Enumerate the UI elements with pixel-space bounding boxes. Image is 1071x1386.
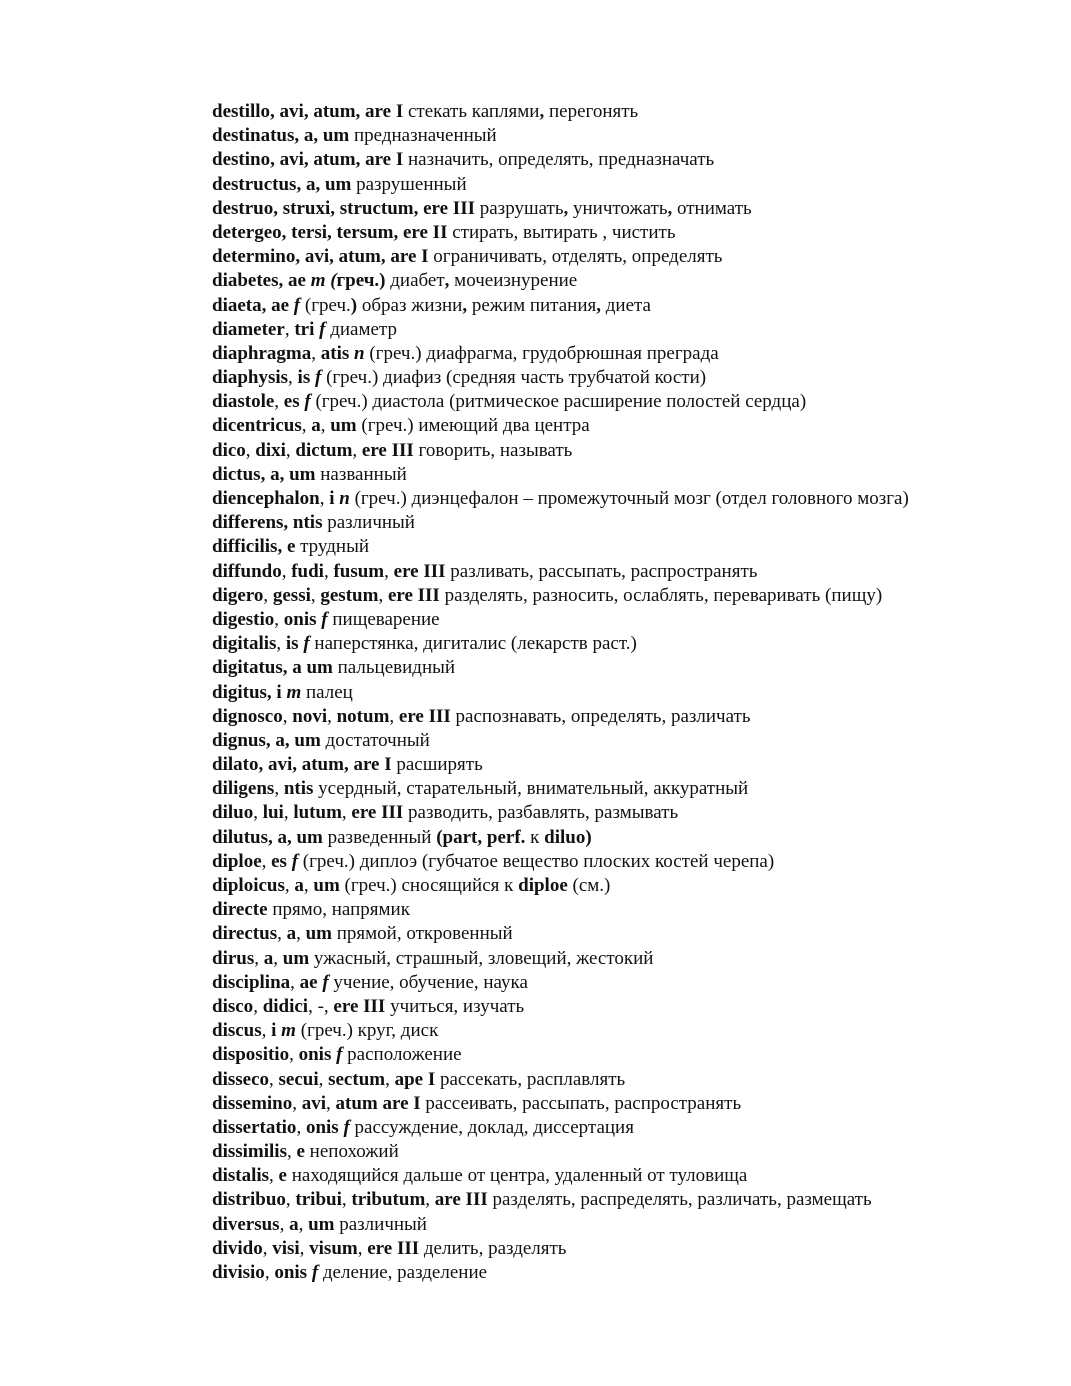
entry-text: к bbox=[525, 826, 545, 848]
dictionary-entry bbox=[212, 922, 1032, 946]
entry-headword: visi bbox=[272, 1237, 300, 1259]
entry-headword: onis bbox=[283, 608, 322, 630]
entry-text: , bbox=[285, 439, 296, 461]
entry-text: пищеварение bbox=[327, 608, 440, 630]
dictionary-entry bbox=[212, 390, 1032, 414]
entry-gender: f bbox=[319, 318, 326, 340]
dictionary-entry bbox=[212, 898, 1032, 922]
entry-headword: digitus, i bbox=[212, 681, 287, 703]
entry-headword: a bbox=[263, 947, 274, 969]
entry-text: , bbox=[261, 850, 272, 872]
entry-text: распознавать, определять, различать bbox=[450, 705, 751, 727]
entry-text: , bbox=[261, 1020, 272, 1042]
entry-headword: (part, perf. bbox=[436, 826, 526, 848]
entry-headword: sectum bbox=[328, 1068, 386, 1090]
entry-text: (греч. bbox=[300, 294, 351, 316]
entry-text: , bbox=[318, 1068, 329, 1090]
entry-text: учение, обучение, наука bbox=[328, 971, 528, 993]
entry-headword: , bbox=[667, 197, 673, 219]
entry-headword: a bbox=[289, 1213, 299, 1235]
entry-headword: ere III bbox=[367, 1237, 420, 1259]
entry-text: ограничивать, отделять, определять bbox=[428, 246, 723, 268]
entry-gender: f bbox=[303, 633, 310, 655]
entry-headword: um bbox=[313, 875, 340, 896]
entry-headword: diluo bbox=[212, 802, 254, 824]
dictionary-entry bbox=[212, 1068, 1032, 1092]
dictionary-entry bbox=[212, 269, 1032, 293]
entry-text: , bbox=[319, 488, 330, 509]
entry-text: , bbox=[284, 318, 295, 340]
entry-headword: dilutus, a, um bbox=[212, 826, 323, 848]
entry-headword: didici bbox=[262, 995, 309, 1017]
entry-text: , bbox=[378, 584, 388, 606]
dictionary-entry bbox=[212, 608, 1032, 632]
entry-text: , bbox=[263, 584, 273, 606]
entry-gender: f bbox=[336, 1044, 343, 1066]
entry-text: , bbox=[281, 560, 292, 582]
dictionary-entry bbox=[212, 729, 1032, 753]
entry-text: рассуждение, доклад, диссертация bbox=[349, 1116, 634, 1138]
entry-text: , bbox=[279, 1213, 290, 1235]
entry-text: (греч.) диастола (ритмическое расширение полостей сердца) bbox=[310, 391, 807, 413]
entry-text: разводить, разбавлять, размывать bbox=[403, 802, 679, 824]
entry-text: , bbox=[254, 947, 264, 969]
entry-headword: directe bbox=[212, 899, 268, 921]
entry-headword: are III bbox=[434, 1189, 488, 1211]
entry-gender: f bbox=[311, 1262, 319, 1283]
entry-text: , bbox=[341, 1189, 352, 1211]
entry-headword: , bbox=[563, 197, 569, 219]
entry-headword: dissemino bbox=[212, 1092, 293, 1114]
dictionary-entry bbox=[212, 1019, 1032, 1043]
entry-headword: destruo, struxi, structum, ere III bbox=[212, 197, 475, 219]
entry-text: разливать, рассыпать, распространять bbox=[445, 560, 758, 582]
dictionary-entry bbox=[212, 1043, 1032, 1067]
entry-headword: fudi bbox=[291, 560, 324, 582]
entry-text: учиться, изучать bbox=[385, 995, 525, 1017]
entry-text: мочеизнурение bbox=[449, 270, 578, 292]
entry-headword: um bbox=[305, 923, 332, 945]
entry-text: (греч.) имеющий два центра bbox=[356, 415, 590, 437]
entry-text: , bbox=[269, 1165, 279, 1187]
entry-text: разделять, разносить, ослаблять, переваривать (пищу) bbox=[439, 584, 883, 606]
entry-text: , bbox=[289, 1044, 299, 1066]
entry-headword: novi bbox=[292, 705, 328, 727]
entry-text: , bbox=[276, 633, 286, 655]
entry-gender: f bbox=[291, 850, 299, 872]
entry-text: режим питания bbox=[467, 294, 597, 316]
entry-headword: fusum bbox=[333, 560, 385, 582]
dictionary-entry bbox=[212, 1116, 1032, 1140]
entry-text: , bbox=[273, 947, 283, 969]
entry-headword: diploicus bbox=[212, 875, 285, 896]
entry-headword: a bbox=[311, 415, 321, 437]
entry-text: разделять, распределять, различать, размещать bbox=[487, 1189, 872, 1211]
entry-text: образ жизни bbox=[357, 294, 463, 316]
entry-text: , bbox=[352, 439, 362, 461]
entry-headword: tribui bbox=[295, 1189, 342, 1211]
entry-text: , bbox=[253, 995, 263, 1017]
entry-headword: gestum bbox=[320, 584, 379, 606]
entry-headword: dictum bbox=[295, 439, 353, 461]
dictionary-entry bbox=[212, 342, 1032, 366]
entry-headword: a bbox=[294, 875, 304, 896]
entry-headword: tri bbox=[294, 318, 320, 340]
entry-headword: ere III bbox=[361, 439, 414, 461]
entry-text: расширять bbox=[391, 754, 483, 776]
entry-headword: dissertatio bbox=[212, 1116, 297, 1138]
entry-text: , bbox=[277, 923, 287, 945]
entry-text: отнимать bbox=[672, 197, 752, 219]
dictionary-entry bbox=[212, 971, 1032, 995]
entry-text: различный bbox=[334, 1213, 427, 1235]
entry-text: перегонять bbox=[544, 101, 639, 122]
entry-headword: is bbox=[285, 633, 304, 655]
entry-headword: distalis bbox=[212, 1165, 270, 1187]
entry-text: рассекать, расплавлять bbox=[435, 1068, 626, 1090]
entry-text: усердный, старательный, внимательный, аккуратный bbox=[313, 778, 749, 800]
entry-headword: diastole bbox=[212, 391, 275, 413]
entry-text: предназначенный bbox=[349, 125, 497, 147]
entry-text: уничтожать bbox=[568, 197, 668, 219]
dictionary-entry bbox=[212, 777, 1032, 801]
entry-gender: f bbox=[304, 391, 311, 413]
entry-text: , bbox=[357, 1237, 368, 1259]
entry-headword: divido bbox=[212, 1237, 263, 1259]
entry-headword: secui bbox=[278, 1068, 319, 1090]
entry-text: назначить, определять, предназначать bbox=[403, 149, 715, 171]
entry-headword: dispositio bbox=[212, 1044, 290, 1066]
entry-text: , bbox=[282, 705, 293, 727]
entry-text: , bbox=[290, 971, 300, 993]
dictionary-entry bbox=[212, 1237, 1032, 1261]
dictionary-entry bbox=[212, 148, 1032, 172]
entry-headword: , bbox=[444, 270, 450, 292]
entry-text: достаточный bbox=[320, 729, 430, 751]
entry-headword: , bbox=[462, 294, 468, 316]
entry-headword: ) bbox=[350, 294, 358, 316]
entry-headword: diaeta, ae bbox=[212, 294, 294, 316]
entry-headword: destino, avi, atum, are I bbox=[212, 149, 404, 171]
dictionary-entry bbox=[212, 100, 1032, 124]
entry-text: говорить, называть bbox=[413, 439, 573, 461]
entry-headword: ere III bbox=[398, 705, 451, 727]
entry-headword: dixi bbox=[255, 439, 286, 461]
entry-gender: f bbox=[322, 971, 329, 993]
dictionary-entry bbox=[212, 705, 1032, 729]
entry-headword: differens, ntis bbox=[212, 512, 323, 534]
entry-text: диета bbox=[600, 294, 651, 316]
entry-headword: is bbox=[297, 367, 315, 389]
dictionary-entry bbox=[212, 850, 1032, 874]
entry-text: расположение bbox=[342, 1044, 462, 1066]
entry-headword: es bbox=[271, 850, 292, 872]
entry-text: , bbox=[253, 802, 263, 824]
entry-text: палец bbox=[301, 681, 353, 703]
entry-text: , -, bbox=[308, 995, 334, 1017]
entry-headword: ape I bbox=[394, 1068, 436, 1090]
entry-headword: ntis bbox=[283, 778, 314, 800]
entry-gender: f bbox=[321, 608, 328, 630]
entry-headword: notum bbox=[336, 705, 390, 727]
dictionary-entry bbox=[212, 632, 1032, 656]
entry-headword: onis bbox=[305, 1116, 344, 1138]
dictionary-entry bbox=[212, 826, 1032, 850]
entry-headword: dictus, a, um bbox=[212, 463, 316, 485]
dictionary-entry bbox=[212, 656, 1032, 680]
entry-headword: atum are I bbox=[335, 1092, 421, 1114]
entry-text: делить, разделять bbox=[419, 1237, 567, 1259]
entry-headword: um bbox=[308, 1213, 335, 1235]
entry-headword: atis bbox=[320, 342, 354, 364]
entry-text: стирать, вытирать , чистить bbox=[447, 221, 676, 243]
entry-text: , bbox=[311, 342, 321, 364]
entry-headword: diligens bbox=[212, 778, 275, 800]
entry-gender: m bbox=[281, 1020, 296, 1042]
dictionary-entry bbox=[212, 874, 1032, 898]
entry-headword: disco bbox=[212, 995, 254, 1017]
entry-text: различный bbox=[322, 512, 415, 534]
entry-headword: digero bbox=[212, 584, 264, 606]
dictionary-entry bbox=[212, 439, 1032, 463]
dictionary-entry bbox=[212, 463, 1032, 487]
entry-text: , bbox=[269, 1068, 279, 1090]
entry-text: , bbox=[285, 1189, 296, 1211]
entry-text: , bbox=[298, 1213, 309, 1235]
entry-text: ужасный, страшный, зловещий, жестокий bbox=[309, 947, 654, 969]
entry-gender: m bbox=[286, 681, 302, 703]
entry-text: , bbox=[320, 415, 331, 437]
entry-text: (греч.) круг, диск bbox=[295, 1020, 439, 1042]
entry-text: трудный bbox=[295, 536, 369, 558]
entry-headword: diluo) bbox=[544, 826, 592, 848]
entry-text: , bbox=[284, 875, 295, 896]
dictionary-entry bbox=[212, 560, 1032, 584]
entry-gender: f bbox=[343, 1116, 350, 1138]
dictionary-entry bbox=[212, 535, 1032, 559]
entry-text: , bbox=[389, 705, 399, 727]
entry-headword: dignus, a, um bbox=[212, 729, 321, 751]
entry-text: наперстянка, дигиталис (лекарств раст.) bbox=[309, 633, 637, 655]
entry-text: разрушенный bbox=[351, 173, 467, 195]
entry-headword: греч. bbox=[336, 270, 380, 292]
entry-headword: ere III bbox=[333, 995, 386, 1017]
entry-headword: digitalis bbox=[212, 633, 277, 655]
entry-headword: e bbox=[296, 1141, 305, 1163]
entry-text: , bbox=[301, 415, 312, 437]
entry-headword: onis bbox=[274, 1262, 312, 1283]
entry-headword: destillo, avi, atum, are I bbox=[212, 101, 404, 122]
entry-text: находящийся дальше от центра, удаленный от туловища bbox=[286, 1165, 748, 1187]
entry-text: прямой, откровенный bbox=[332, 923, 513, 945]
entry-text: (греч.) сносящийся к bbox=[339, 875, 519, 896]
entry-text: , bbox=[264, 1262, 275, 1283]
entry-text: (греч.) диафрагма, грудобрюшная преграда bbox=[364, 342, 719, 364]
entry-headword: dissimilis bbox=[212, 1141, 287, 1163]
dictionary-entry bbox=[212, 1261, 1032, 1285]
dictionary-entry bbox=[212, 1140, 1032, 1164]
entry-headword: onis bbox=[298, 1044, 337, 1066]
entry-text: разрушать bbox=[475, 197, 564, 219]
entry-text: , bbox=[327, 705, 337, 727]
entry-headword: avi bbox=[301, 1092, 327, 1114]
entry-text: , bbox=[299, 1237, 310, 1259]
entry-text: , bbox=[384, 560, 394, 582]
entry-text: (см.) bbox=[567, 875, 611, 896]
entry-headword: es bbox=[283, 391, 305, 413]
entry-text: , bbox=[274, 391, 284, 413]
entry-headword: lui bbox=[262, 802, 284, 824]
entry-text: (греч.) диэнцефалон – промежуточный мозг (отдел головного мозга) bbox=[349, 488, 909, 509]
dictionary-entry bbox=[212, 584, 1032, 608]
dictionary-entry bbox=[212, 1213, 1032, 1237]
entry-text: , bbox=[303, 875, 314, 896]
entry-headword: e bbox=[278, 1165, 287, 1187]
entry-headword: discus bbox=[212, 1020, 262, 1042]
entry-text: , bbox=[292, 1092, 302, 1114]
entry-headword: diffundo bbox=[212, 560, 282, 582]
entry-headword: diversus bbox=[212, 1213, 280, 1235]
dictionary-entry bbox=[212, 366, 1032, 390]
entry-headword: ere III bbox=[351, 802, 404, 824]
entry-headword: diencephalon bbox=[212, 488, 320, 509]
dictionary-entry bbox=[212, 681, 1032, 705]
entry-text: , bbox=[288, 367, 298, 389]
dictionary-entry bbox=[212, 753, 1032, 777]
entry-text: стекать каплями bbox=[403, 101, 540, 122]
entry-headword: difficilis, e bbox=[212, 536, 296, 558]
dictionary-entry bbox=[212, 511, 1032, 535]
entry-text: , bbox=[296, 1116, 306, 1138]
entry-headword: um bbox=[330, 415, 357, 437]
entry-gender: m ( bbox=[310, 270, 337, 292]
entry-text: прямо, напрямик bbox=[267, 899, 410, 921]
entry-headword: ae bbox=[299, 971, 323, 993]
dictionary-entry bbox=[212, 197, 1032, 221]
entry-headword: dico bbox=[212, 439, 246, 461]
dictionary-entry bbox=[212, 245, 1032, 269]
entry-text: разведенный bbox=[322, 826, 437, 848]
entry-headword: ere III bbox=[387, 584, 440, 606]
entry-text: , bbox=[323, 560, 334, 582]
entry-headword: , bbox=[539, 101, 545, 122]
entry-text: , bbox=[385, 1068, 395, 1090]
entry-text: , bbox=[341, 802, 352, 824]
entry-headword: dilato, avi, atum, are I bbox=[212, 754, 392, 776]
entry-headword: divisio bbox=[212, 1262, 265, 1283]
dictionary-entry bbox=[212, 1092, 1032, 1116]
entry-text: , bbox=[274, 778, 284, 800]
entry-headword: , bbox=[596, 294, 601, 316]
entry-text: непохожий bbox=[304, 1141, 399, 1163]
entry-text: , bbox=[262, 1237, 273, 1259]
entry-headword: disseco bbox=[212, 1068, 269, 1090]
entry-text: диабет bbox=[390, 270, 445, 292]
entry-gender: f bbox=[293, 294, 301, 316]
entry-text: (греч.) диплоэ (губчатое вещество плоских костей черепа) bbox=[298, 850, 775, 872]
entry-headword: digestio bbox=[212, 608, 275, 630]
entry-text: , bbox=[274, 608, 284, 630]
entry-headword: i bbox=[329, 488, 340, 509]
entry-text: названный bbox=[315, 463, 407, 485]
entry-text: , bbox=[296, 923, 306, 945]
dictionary-entry bbox=[212, 294, 1032, 318]
entry-text: , bbox=[425, 1189, 435, 1211]
entry-headword: a bbox=[286, 923, 297, 945]
entry-headword: distribuo bbox=[212, 1189, 286, 1211]
dictionary-entry bbox=[212, 221, 1032, 245]
entry-headword: diploe bbox=[518, 875, 568, 896]
entry-headword: diaphysis bbox=[212, 367, 289, 389]
entry-headword: disciplina bbox=[212, 971, 291, 993]
entry-headword: destructus, a, um bbox=[212, 173, 352, 195]
entry-headword: tributum bbox=[351, 1189, 426, 1211]
entry-headword: ) bbox=[379, 270, 391, 292]
entry-text: , bbox=[326, 1092, 336, 1114]
dictionary-entry bbox=[212, 1188, 1032, 1212]
entry-headword: gessi bbox=[272, 584, 311, 606]
entry-list bbox=[212, 100, 1032, 1285]
dictionary-entry bbox=[212, 318, 1032, 342]
entry-text: , bbox=[310, 584, 321, 606]
entry-headword: diameter bbox=[212, 318, 285, 340]
entry-headword: dicentricus bbox=[212, 415, 302, 437]
entry-headword: directus bbox=[212, 923, 278, 945]
dictionary-entry bbox=[212, 995, 1032, 1019]
entry-gender: n bbox=[354, 342, 365, 364]
entry-text: пальцевидный bbox=[332, 657, 456, 679]
entry-headword: dignosco bbox=[212, 705, 283, 727]
entry-text: , bbox=[245, 439, 256, 461]
entry-headword: determino, avi, atum, are I bbox=[212, 246, 429, 268]
entry-headword: digitatus, a um bbox=[212, 657, 333, 679]
entry-text: , bbox=[286, 1141, 297, 1163]
entry-headword: diploe bbox=[212, 850, 262, 872]
dictionary-entry bbox=[212, 1164, 1032, 1188]
entry-text: диаметр bbox=[325, 318, 397, 340]
entry-headword: detergeo, tersi, tersum, ere II bbox=[212, 221, 448, 243]
dictionary-entry bbox=[212, 124, 1032, 148]
entry-headword: i bbox=[271, 1020, 282, 1042]
dictionary-entry bbox=[212, 173, 1032, 197]
entry-text: , bbox=[283, 802, 294, 824]
dictionary-entry bbox=[212, 487, 1032, 511]
dictionary-entry bbox=[212, 414, 1032, 438]
entry-text: деление, разделение bbox=[318, 1262, 488, 1283]
entry-headword: visum bbox=[309, 1237, 358, 1259]
dictionary-entry bbox=[212, 947, 1032, 971]
entry-gender: f bbox=[314, 367, 322, 389]
entry-headword: ere III bbox=[393, 560, 446, 582]
entry-gender: n bbox=[339, 488, 350, 509]
entry-headword: diaphragma bbox=[212, 342, 312, 364]
entry-headword: um bbox=[282, 947, 310, 969]
entry-headword: diabetes, ae bbox=[212, 270, 311, 292]
dictionary-entry bbox=[212, 801, 1032, 825]
entry-text: (греч.) диафиз (средняя часть трубчатой кости) bbox=[321, 367, 707, 389]
entry-headword: destinatus, a, um bbox=[212, 125, 350, 147]
entry-text: рассеивать, рассыпать, распространять bbox=[420, 1092, 742, 1114]
entry-headword: dirus bbox=[212, 947, 255, 969]
entry-headword: lutum bbox=[293, 802, 342, 824]
